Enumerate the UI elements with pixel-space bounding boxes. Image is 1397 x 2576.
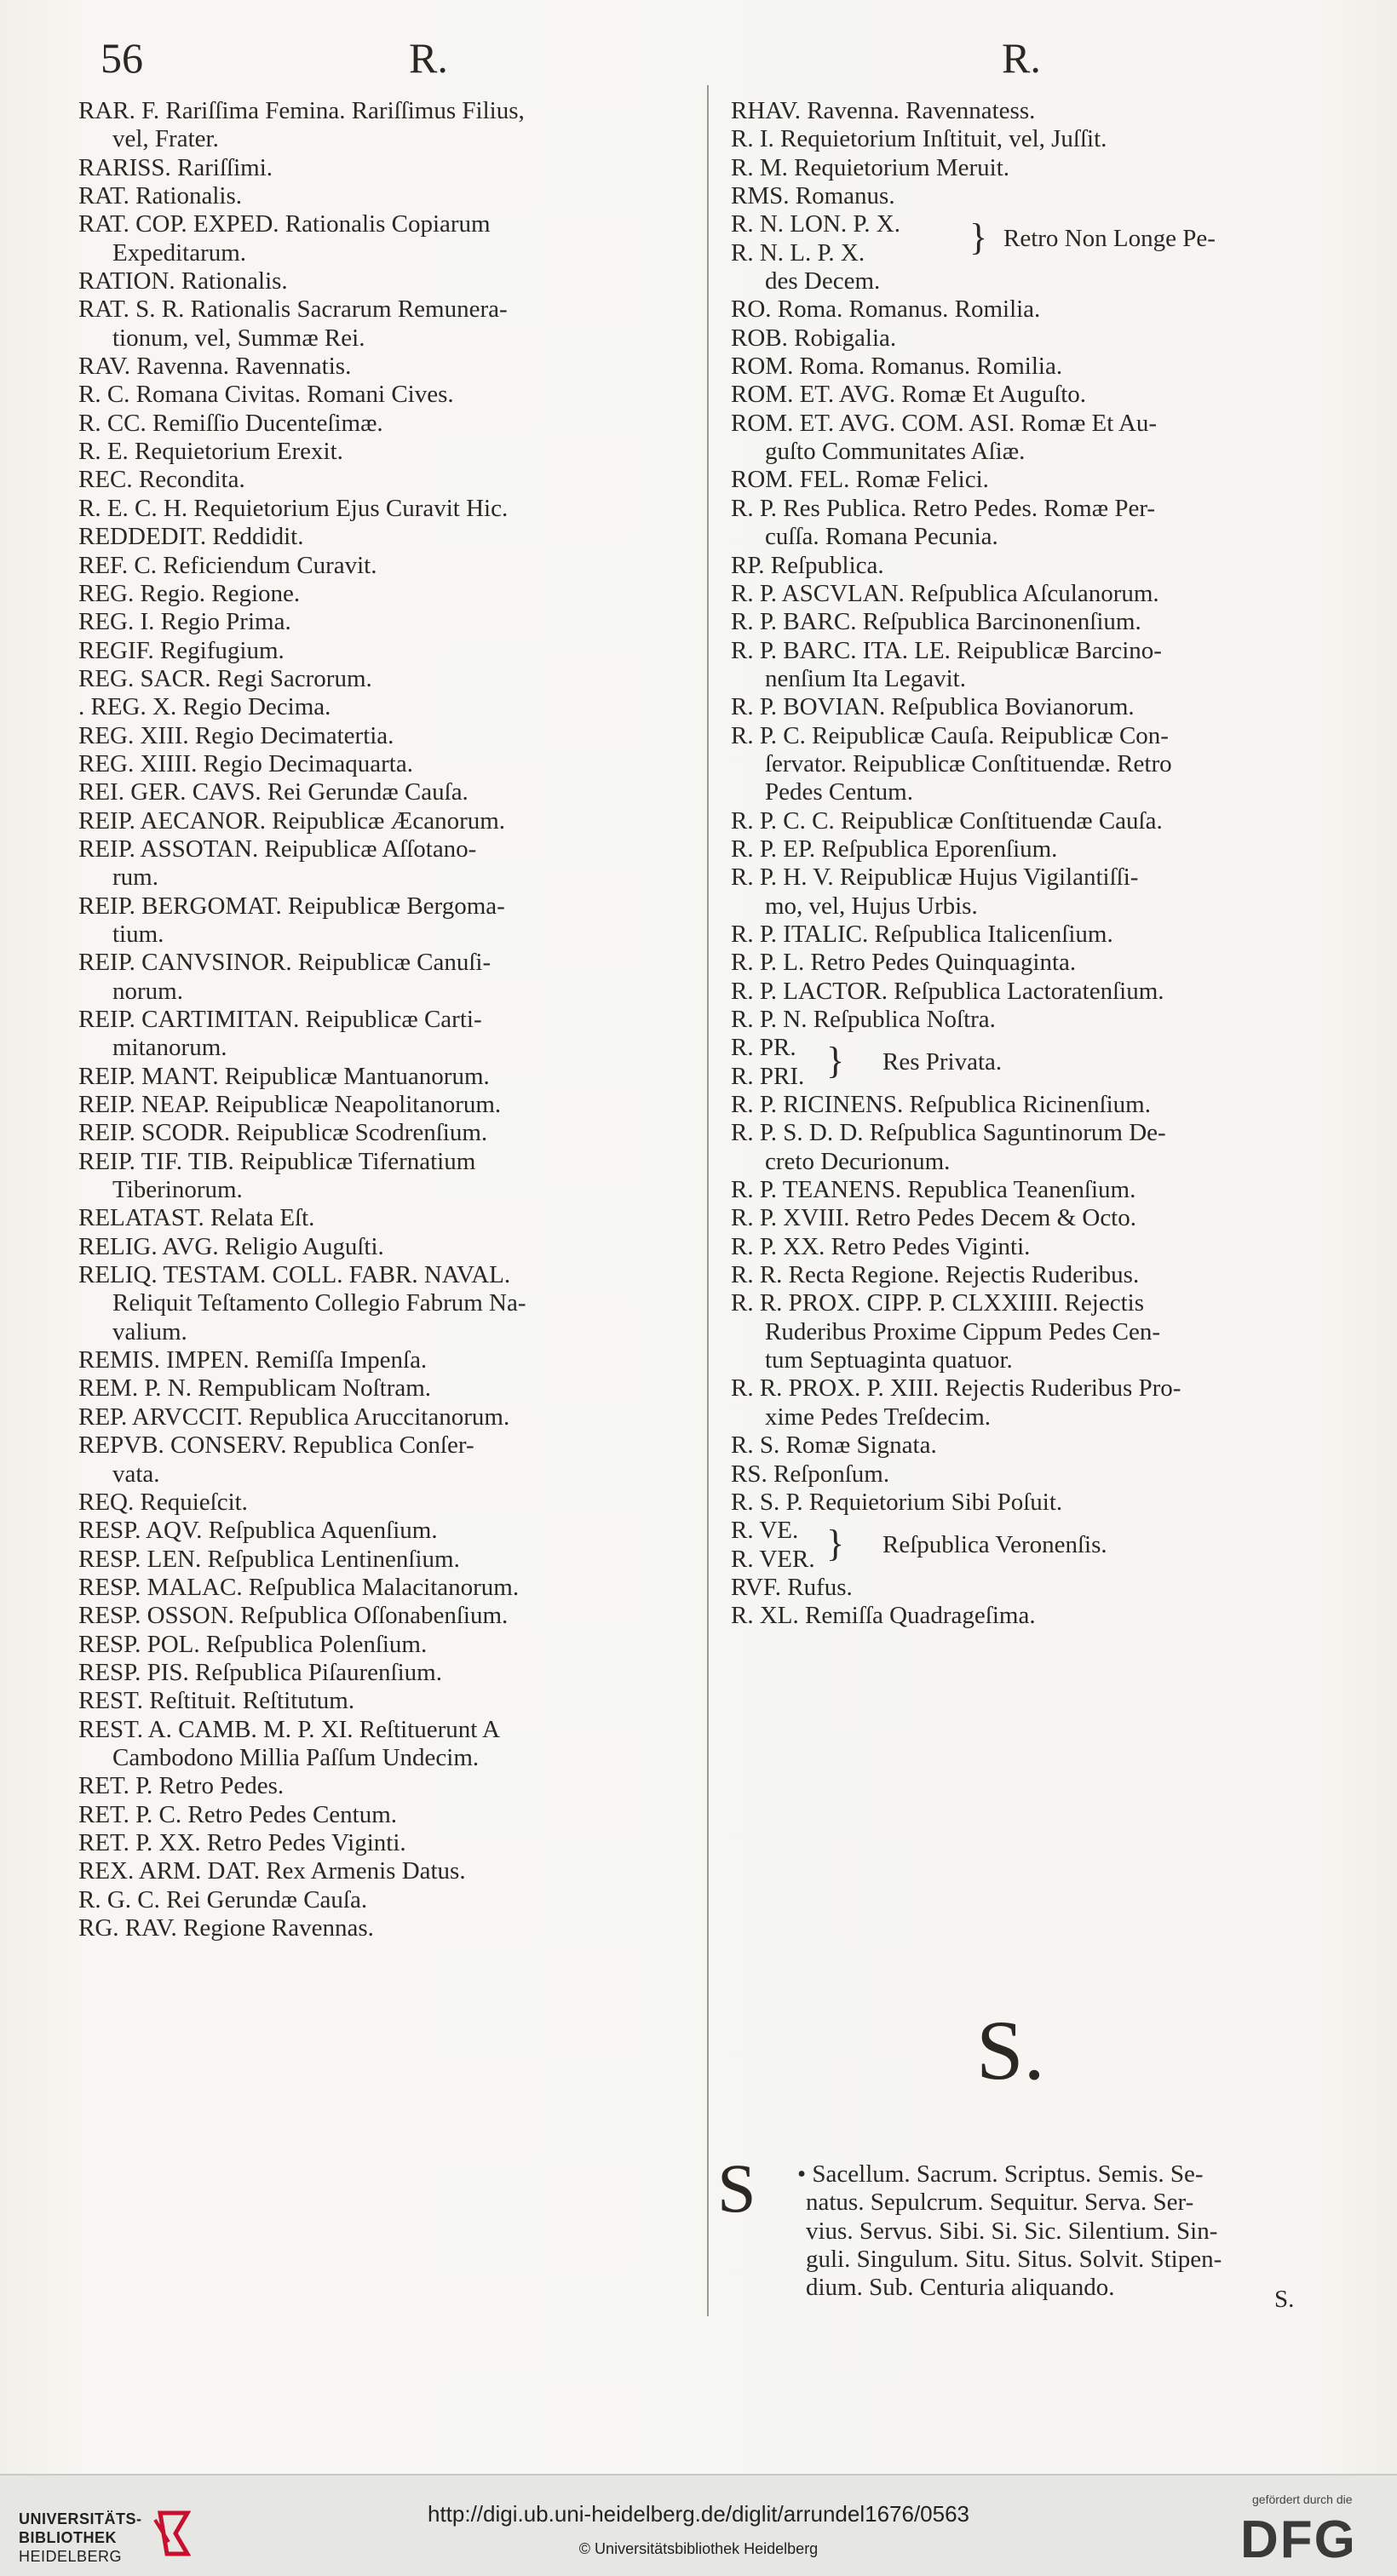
dictionary-entry — [78, 1063, 685, 1091]
entry-line: RATION. Rationalis. — [78, 267, 288, 295]
dictionary-entry — [78, 523, 685, 551]
dictionary-entry — [731, 722, 1327, 807]
dictionary-entry — [731, 835, 1327, 863]
entry-line: REIP. SCODR. Reipublicæ Scodrenſium. — [78, 1119, 488, 1147]
entry-continuation: Reliquit Teſtamento Collegio Fabrum Na- — [112, 1289, 526, 1317]
library-name-line3: HEIDELBERG — [19, 2548, 123, 2565]
entry-line: REDDEDIT. Reddidit. — [78, 523, 304, 551]
dictionary-entry — [731, 949, 1327, 977]
entry-continuation: Expeditarum. — [112, 238, 247, 267]
entry-continuation: rum. — [112, 863, 158, 892]
page-number: 56 — [101, 34, 143, 82]
dictionary-entry — [731, 1119, 1327, 1176]
entry-line: RESP. POL. Reſpublica Polenſium. — [78, 1630, 428, 1658]
entry-line: RELIQ. TESTAM. COLL. FABR. NAVAL. — [78, 1261, 511, 1289]
entry-continuation: vel, Frater. — [112, 125, 219, 153]
entry-line: R. XL. Remiſſa Quadrageſima. — [731, 1602, 1036, 1630]
dictionary-entry — [78, 182, 685, 210]
brace-symbol: } — [969, 216, 988, 259]
entry-line: RAV. Ravenna. Ravennatis. — [78, 353, 352, 381]
entry-continuation: mo, vel, Hujus Urbis. — [765, 892, 978, 920]
right-block-3 — [731, 1091, 1327, 1517]
entry-line: R. P. XX. Retro Pedes Viginti. — [731, 1232, 1031, 1260]
dictionary-entry — [731, 637, 1327, 694]
dictionary-entry — [731, 693, 1327, 721]
entry-line: R. CC. Remiſſio Ducenteſimæ. — [78, 409, 383, 437]
dictionary-entry — [78, 1403, 685, 1431]
library-name-line2: BIBLIOTHEK — [19, 2529, 117, 2546]
entry-line: R. P. C. Reipublicæ Cauſa. Reipublicæ Con- — [731, 721, 1169, 749]
dictionary-entry — [78, 949, 685, 1006]
entry-line: R. P. BARC. Reſpublica Barcinonenſium. — [731, 608, 1141, 636]
entry-line: R. R. Recta Regione. Rejectis Ruderibus. — [731, 1261, 1140, 1289]
entry-line: R. P. BARC. ITA. LE. Reipublicæ Barcino- — [731, 636, 1162, 664]
right-block-1 — [731, 97, 1327, 210]
dictionary-entry — [78, 1374, 685, 1403]
entry-line: REG. XIII. Regio Decimatertia. — [78, 721, 394, 749]
dictionary-entry — [78, 1659, 685, 1687]
entry-line: R. G. C. Rei Gerundæ Cauſa. — [78, 1885, 368, 1913]
entry-line: RESP. LEN. Reſpublica Lentinenſium. — [78, 1545, 460, 1573]
dictionary-entry — [731, 608, 1327, 636]
entry-continuation: Pedes Centum. — [765, 778, 913, 806]
entry-continuation: valium. — [112, 1317, 187, 1345]
dictionary-entry — [78, 1857, 685, 1885]
entry-line: ROM. ET. AVG. Romæ Et Auguſto. — [731, 381, 1087, 409]
copyright-notice: © Universitätsbibliothek Heidelberg — [578, 2540, 819, 2557]
paragraph-line: vius. Servus. Sibi. Si. Sic. Silentium. Sin- — [806, 2217, 1218, 2245]
dictionary-entry — [78, 438, 685, 466]
dictionary-entry — [731, 1289, 1327, 1374]
dictionary-entry — [78, 580, 685, 608]
entry-line: REMIS. IMPEN. Remiſſa Impenſa. — [78, 1346, 428, 1374]
entry-continuation: norum. — [112, 977, 183, 1005]
entry-line: ROM. FEL. Romæ Felici. — [731, 466, 989, 494]
group-expansion: Reſpublica Veronenſis. — [882, 1531, 1107, 1559]
dictionary-entry — [78, 778, 685, 806]
dictionary-entry — [78, 1829, 685, 1857]
entry-line: ROM. Roma. Romanus. Romilia. — [731, 353, 1063, 381]
entry-line: R. P. LACTOR. Reſpublica Lactoratenſium. — [731, 977, 1164, 1005]
entry-line: REIP. CARTIMITAN. Reipublicæ Carti- — [78, 1006, 482, 1033]
entry-line: RMS. Romanus. — [731, 182, 895, 210]
entry-line: RAT. S. R. Rationalis Sacrarum Remunera- — [78, 295, 508, 324]
entry-line: REI. GER. CAVS. Rei Gerundæ Cauſa. — [78, 778, 469, 806]
dictionary-entry — [78, 1119, 685, 1147]
brace-symbol: } — [826, 1040, 845, 1082]
dictionary-entry — [78, 1602, 685, 1630]
page-header — [0, 32, 1397, 92]
entry-line: REIP. CANVSINOR. Reipublicæ Canuſi- — [78, 949, 492, 977]
running-head-right: R. — [1002, 34, 1041, 82]
dictionary-entry — [731, 1431, 1327, 1460]
left-column — [78, 97, 685, 1942]
dictionary-entry — [78, 807, 685, 835]
entry-continuation: nenſium Ita Legavit. — [765, 664, 966, 692]
entry-line: R. I. Requietorium Inſtituit, vel, Juſſit. — [731, 125, 1107, 153]
right-block-4 — [731, 1574, 1327, 1631]
right-column — [731, 97, 1327, 1631]
dictionary-entry — [731, 552, 1327, 580]
dictionary-entry — [731, 1574, 1327, 1602]
bracket-group-veronensis — [731, 1517, 1327, 1574]
entry-line: R. E. C. H. Requietorium Ejus Curavit Hic. — [78, 494, 509, 522]
dictionary-entry — [78, 1233, 685, 1261]
dictionary-entry — [731, 1233, 1327, 1261]
entry-continuation: ſervator. Reipublicæ Conſtituendæ. Retro — [765, 749, 1172, 777]
entry-continuation: xime Pedes Treſdecim. — [765, 1403, 992, 1431]
dictionary-entry — [731, 1374, 1327, 1431]
dictionary-entry — [78, 1546, 685, 1574]
entry-line: REST. A. CAMB. M. P. XI. Reſtituerunt A — [78, 1715, 500, 1743]
entry-line: R. P. N. Reſpublica Noſtra. — [731, 1006, 996, 1033]
entry-line: REG. SACR. Regi Sacrorum. — [78, 664, 372, 692]
entry-line: REC. Recondita. — [78, 466, 245, 494]
entry-line: R. P. Res Publica. Retro Pedes. Romæ Per- — [731, 494, 1156, 522]
entry-line: REIP. ASSOTAN. Reipublicæ Aſſotano- — [78, 835, 477, 863]
entry-line: RAT. COP. EXPED. Rationalis Copiarum — [78, 210, 491, 238]
dictionary-entry — [78, 722, 685, 750]
group-abbr: R. N. L. P. X. — [731, 238, 865, 267]
entry-line: R. P. EP. Reſpublica Eporenſium. — [731, 835, 1058, 863]
entry-line: REGIF. Regifugium. — [78, 636, 285, 664]
dictionary-entry — [78, 552, 685, 580]
dictionary-entry — [78, 1772, 685, 1800]
drop-cap: S — [717, 2149, 756, 2227]
dictionary-entry — [731, 1091, 1327, 1119]
group-expansion: Retro Non Longe Pe- — [1003, 225, 1216, 253]
entry-line: REST. Reſtituit. Reſtitutum. — [78, 1687, 355, 1715]
group-abbr: R. PRI. — [731, 1062, 805, 1090]
entry-line: R. S. Romæ Signata. — [731, 1431, 937, 1460]
dictionary-entry — [78, 1091, 685, 1119]
dictionary-entry — [731, 1204, 1327, 1232]
entry-line: R. R. PROX. CIPP. P. CLXXIIII. Rejectis — [731, 1289, 1144, 1317]
entry-line: R. P. ASCVLAN. Reſpublica Aſculanorum. — [731, 579, 1159, 607]
dictionary-entry — [78, 1204, 685, 1232]
dictionary-entry — [78, 1886, 685, 1914]
dictionary-entry — [78, 97, 685, 154]
dictionary-entry — [78, 267, 685, 295]
dictionary-entry — [78, 750, 685, 778]
entry-line: RHAV. Ravenna. Ravennatess. — [731, 97, 1036, 124]
entry-continuation: Ruderibus Proxime Cippum Pedes Cen- — [765, 1317, 1160, 1345]
dictionary-entry — [731, 978, 1327, 1006]
entry-line: REIP. MANT. Reipublicæ Mantuanorum. — [78, 1062, 490, 1090]
dictionary-entry — [731, 495, 1327, 552]
library-name-line1: UNIVERSITÄTS- — [19, 2510, 142, 2527]
dictionary-entry — [731, 1489, 1327, 1517]
dictionary-entry — [78, 1631, 685, 1659]
entry-line: RO. Roma. Romanus. Romilia. — [731, 295, 1041, 324]
dictionary-entry — [731, 295, 1327, 324]
footer-divider — [0, 2474, 1397, 2476]
bracket-group-privata — [731, 1034, 1327, 1091]
entry-line: ROM. ET. AVG. COM. ASI. Romæ Et Au- — [731, 409, 1158, 437]
dictionary-entry — [731, 125, 1327, 153]
entry-line: REG. I. Regio Prima. — [78, 608, 291, 636]
entry-line: REIP. AECANOR. Reipublicæ Æcanorum. — [78, 806, 506, 835]
dictionary-entry — [78, 1574, 685, 1602]
dictionary-entry — [731, 1261, 1327, 1289]
entry-line: REF. C. Reficiendum Curavit. — [78, 551, 377, 579]
dictionary-entry — [78, 1261, 685, 1346]
entry-continuation: Cambodono Millia Paſſum Undecim. — [112, 1743, 480, 1771]
entry-line: R. P. RICINENS. Reſpublica Ricinenſium. — [731, 1091, 1151, 1119]
dictionary-entry — [78, 665, 685, 693]
brace-symbol: } — [826, 1523, 845, 1565]
dictionary-entry — [78, 1346, 685, 1374]
entry-line: RAR. F. Rariſſima Femina. Rariſſimus Filius, — [78, 97, 525, 124]
dictionary-entry — [78, 892, 685, 950]
entry-line: REG. Regio. Regione. — [78, 579, 301, 607]
dictionary-entry — [78, 637, 685, 665]
entry-line: R. P. XVIII. Retro Pedes Decem & Octo. — [731, 1204, 1136, 1232]
catchword: S. — [1274, 2286, 1295, 2313]
running-head-left: R. — [409, 34, 448, 82]
entry-line: R. R. PROX. P. XIII. Rejectis Ruderibus Pro- — [731, 1374, 1181, 1403]
entry-line: R. P. L. Retro Pedes Quinquaginta. — [731, 949, 1077, 977]
entry-line: REIP. TIF. TIB. Reipublicæ Tifernatium — [78, 1147, 476, 1175]
dictionary-entry — [731, 921, 1327, 949]
column-divider — [707, 85, 709, 2316]
entry-line: RESP. OSSON. Reſpublica Oſſonabenſium. — [78, 1602, 509, 1630]
group-abbr: R. N. LON. P. X. — [731, 210, 900, 238]
dictionary-entry — [731, 353, 1327, 381]
entry-line: REIP. BERGOMAT. Reipublicæ Bergoma- — [78, 892, 505, 920]
dictionary-entry — [78, 1431, 685, 1489]
funder-label: gefördert durch die — [1252, 2493, 1353, 2506]
dictionary-entry — [78, 1517, 685, 1545]
dictionary-entry — [731, 182, 1327, 210]
section-s-paragraph — [797, 2160, 1327, 2303]
entry-line: R. P. TEANENS. Republica Teanenſium. — [731, 1176, 1136, 1204]
entry-line: RG. RAV. Regione Ravennas. — [78, 1914, 374, 1942]
entry-continuation: tum Septuaginta quatuor. — [765, 1346, 1013, 1374]
entry-line: RELIG. AVG. Religio Auguſti. — [78, 1232, 384, 1260]
dfg-logo: DFG — [1240, 2510, 1357, 2569]
entry-line: . REG. X. Regio Decima. — [78, 693, 331, 721]
entry-continuation: mitanorum. — [112, 1034, 227, 1062]
dictionary-entry — [78, 1489, 685, 1517]
bracket-group-retro — [731, 210, 1327, 267]
group-abbr: R. VER. — [731, 1545, 815, 1573]
paragraph-line: guli. Singulum. Situ. Situs. Solvit. Stipen- — [806, 2246, 1222, 2274]
entry-line: R. M. Requietorium Meruit. — [731, 153, 1010, 181]
dictionary-entry — [731, 97, 1327, 125]
entry-line: RET. P. XX. Retro Pedes Viginti. — [78, 1828, 406, 1856]
entry-line: RESP. PIS. Reſpublica Piſaurenſium. — [78, 1658, 442, 1686]
dictionary-entry — [78, 410, 685, 438]
dictionary-entry — [731, 863, 1327, 921]
paragraph-line: dium. Sub. Centuria aliquando. — [806, 2274, 1115, 2302]
entry-line: R. E. Requietorium Erexit. — [78, 438, 343, 466]
dictionary-entry — [731, 1602, 1327, 1630]
entry-line: RET. P. Retro Pedes. — [78, 1772, 285, 1800]
group-abbr: R. VE. — [731, 1517, 799, 1545]
group-expansion: Res Privata. — [882, 1048, 1003, 1076]
entry-line: RVF. Rufus. — [731, 1573, 853, 1601]
entry-line: R. P. C. C. Reipublicæ Conſtituendæ Cauſa. — [731, 806, 1163, 835]
permalink-url[interactable]: http://digi.ub.uni-heidelberg.de/diglit/arrundel1676/0563 — [427, 2501, 970, 2527]
dictionary-entry — [78, 1914, 685, 1942]
entry-line: R. P. H. V. Reipublicæ Hujus Vigilantiſſi- — [731, 863, 1139, 892]
entry-line: REM. P. N. Rempublicam Noſtram. — [78, 1374, 432, 1403]
group-abbr: R. PR. — [731, 1034, 796, 1062]
entry-line: RESP. MALAC. Reſpublica Malacitanorum. — [78, 1573, 520, 1601]
entry-continuation: cuſſa. Romana Pecunia. — [765, 523, 998, 551]
entry-line: RELATAST. Relata Eſt. — [78, 1204, 315, 1232]
group-continuation: des Decem. — [765, 267, 881, 295]
dictionary-entry — [731, 154, 1327, 182]
entry-continuation: tium. — [112, 920, 164, 948]
entry-line: RP. Reſpublica. — [731, 551, 884, 579]
dictionary-entry — [78, 495, 685, 523]
entry-line: R. C. Romana Civitas. Romani Cives. — [78, 381, 454, 409]
entry-line: RESP. AQV. Reſpublica Aquenſium. — [78, 1517, 438, 1545]
entry-line: R. P. BOVIAN. Reſpublica Bovianorum. — [731, 693, 1135, 721]
entry-continuation: tionum, vel, Summæ Rei. — [112, 324, 365, 352]
paragraph-line: natus. Sepulcrum. Sequitur. Serva. Ser- — [806, 2189, 1194, 2217]
entry-line: R. S. P. Requietorium Sibi Poſuit. — [731, 1488, 1063, 1516]
dictionary-entry — [731, 1006, 1327, 1034]
entry-line: RARISS. Rariſſimi. — [78, 153, 273, 181]
paragraph-line: • Sacellum. Sacrum. Scriptus. Semis. Se- — [797, 2160, 1204, 2188]
dictionary-entry — [78, 210, 685, 267]
dictionary-entry — [78, 608, 685, 636]
right-block-2 — [731, 295, 1327, 1034]
entry-continuation: creto Decurionum. — [765, 1147, 951, 1175]
dictionary-entry — [78, 295, 685, 353]
dictionary-entry — [78, 1716, 685, 1773]
library-footer — [0, 2474, 1397, 2576]
dictionary-entry — [78, 381, 685, 409]
dictionary-entry — [78, 1006, 685, 1063]
entry-continuation: vata. — [112, 1460, 160, 1488]
entry-continuation: Tiberinorum. — [112, 1176, 243, 1204]
dictionary-entry — [78, 1687, 685, 1715]
entry-line: REIP. NEAP. Reipublicæ Neapolitanorum. — [78, 1091, 502, 1119]
dictionary-entry — [78, 154, 685, 182]
entry-line: RAT. Rationalis. — [78, 182, 242, 210]
entry-line: REG. XIIII. Regio Decimaquarta. — [78, 749, 413, 777]
entry-line: REQ. Requieſcit. — [78, 1488, 248, 1516]
dictionary-entry — [78, 466, 685, 494]
dictionary-entry — [731, 410, 1327, 467]
dictionary-entry — [731, 324, 1327, 353]
entry-line: RS. Reſponſum. — [731, 1460, 890, 1488]
dictionary-entry — [78, 1801, 685, 1829]
dictionary-entry — [78, 353, 685, 381]
entry-line: ROB. Robigalia. — [731, 324, 897, 352]
dictionary-entry — [78, 835, 685, 892]
dictionary-entry — [78, 693, 685, 721]
section-heading-s: S. — [976, 2003, 1045, 2097]
entry-line: R. P. ITALIC. Reſpublica Italicenſium. — [731, 920, 1113, 948]
dictionary-entry — [731, 381, 1327, 409]
dictionary-entry — [731, 807, 1327, 835]
entry-line: R. P. S. D. D. Reſpublica Saguntinorum De- — [731, 1119, 1166, 1147]
dictionary-entry — [731, 1460, 1327, 1489]
dictionary-entry — [78, 1148, 685, 1205]
entry-line: REPVB. CONSERV. Republica Conſer- — [78, 1431, 474, 1460]
dictionary-entry — [731, 1176, 1327, 1204]
entry-continuation: guſto Communitates Aſiæ. — [765, 438, 1026, 466]
dictionary-entry — [731, 466, 1327, 494]
entry-line: RET. P. C. Retro Pedes Centum. — [78, 1800, 398, 1828]
entry-line: REP. ARVCCIT. Republica Aruccitanorum. — [78, 1403, 510, 1431]
dictionary-entry — [731, 580, 1327, 608]
entry-line: REX. ARM. DAT. Rex Armenis Datus. — [78, 1857, 466, 1885]
